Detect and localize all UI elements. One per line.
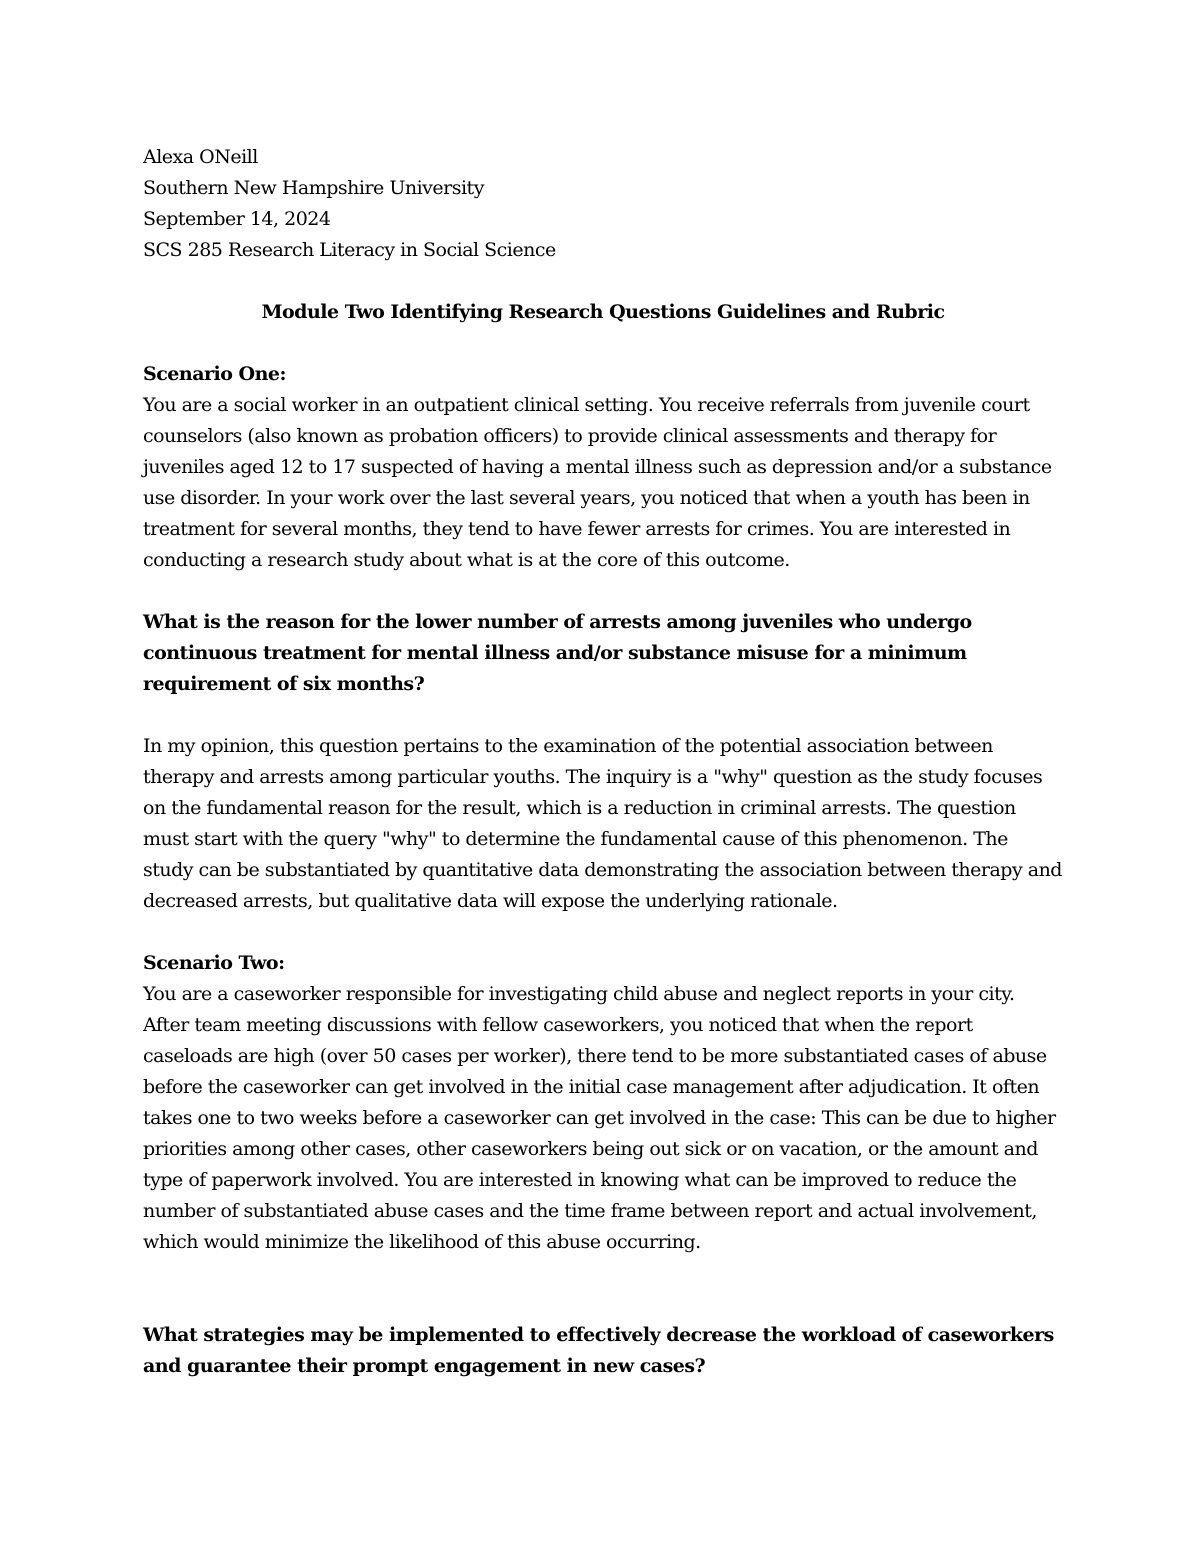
- scenario-two-section: [143, 948, 1063, 1382]
- document-title: Module Two Identifying Research Questions Guidelines and Rubric: [261, 301, 945, 323]
- scenario-one-research-question: What is the reason for the lower number of arrests among juveniles who undergo continuous treatment for mental illness and/or substance misuse for a minimum requirement of six months?: [143, 611, 972, 695]
- scenario-one-heading: Scenario One:: [143, 363, 286, 385]
- document-body: [143, 142, 1063, 1382]
- document-date: September 14, 2024: [143, 208, 331, 230]
- scenario-one-response: In my opinion, this question pertains to the examination of the potential association between therapy and arrests among particular youths. The inquiry is a "why" question as the study focuses on the fundamental reason for the result, which is a reduction in criminal arrests. The question must start with the query "why" to determine the fundamental cause of this phenomenon. The study can be substantiated by quantitative data demonstrating the association between therapy and decreased arrests, but qualitative data will expose the underlying rationale.: [143, 735, 1062, 912]
- scenario-two-body: You are a caseworker responsible for investigating child abuse and neglect reports in your city. After team meeting discussions with fellow caseworkers, you noticed that when the report caseloads are high (over 50 cases per worker), there tend to be more substantiated cases of abuse before the caseworker can get involved in the initial case management after adjudication. It often takes one to two weeks before a caseworker can get involved in the case: This can be due to higher priorities among other cases, other caseworkers being out sick or on vacation, or the amount and type of paperwork involved. You are interested in knowing what can be improved to reduce the number of substantiated abuse cases and the time frame between report and actual involvement, which would minimize the likelihood of this abuse occurring.: [143, 983, 1056, 1253]
- course-name: SCS 285 Research Literacy in Social Science: [143, 239, 556, 261]
- document-header: [143, 142, 1063, 266]
- scenario-one-body: You are a social worker in an outpatient clinical setting. You receive referrals from juvenile court counselors (also known as probation officers) to provide clinical assessments and therapy for juveniles aged 12 to 17 suspected of having a mental illness such as depression and/or a substance use disorder. In your work over the last several years, you noticed that when a youth has been in treatment for several months, they tend to have fewer arrests for crimes. You are interested in conducting a research study about what is at the core of this outcome.: [143, 394, 1052, 571]
- author-name: Alexa ONeill: [143, 146, 258, 168]
- scenario-one-section: [143, 359, 1063, 917]
- scenario-two-research-question: What strategies may be implemented to effectively decrease the workload of caseworkers and guarantee their prompt engagement in new cases?: [143, 1324, 1054, 1377]
- scenario-two-heading: Scenario Two:: [143, 952, 285, 974]
- institution-name: Southern New Hampshire University: [143, 177, 484, 199]
